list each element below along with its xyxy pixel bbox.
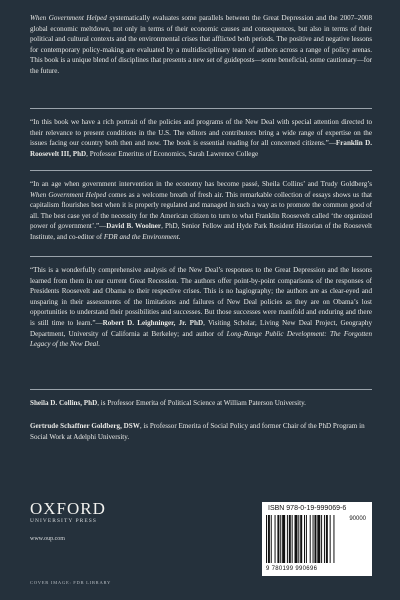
blurb-3-affiliation-title: Long-Range Public Development: The Forgotten Legacy of the New Deal bbox=[30, 329, 372, 349]
bio-2-name: Gertrude Schaffner Goldberg, DSW bbox=[30, 422, 140, 430]
blurb-2-author: David B. Woolner bbox=[106, 222, 162, 231]
blurb-3-affiliation-a: , Visiting Scholar, Living New Deal Project, Geography Department, University of California at Berkeley; and author of bbox=[30, 318, 372, 338]
publisher-logo bbox=[30, 500, 106, 524]
publisher-sub: UNIVERSITY PRESS bbox=[30, 518, 97, 524]
intro-paragraph bbox=[30, 13, 372, 77]
bio-2-text: , is Professor Emerita of Social Policy and former Chair of the PhD Program in Social Work at Adelphi University. bbox=[30, 422, 365, 441]
bio-1-name: Sheila D. Collins, PhD bbox=[30, 399, 98, 407]
blurb-3-affiliation-b: . bbox=[98, 340, 100, 349]
blurb-3 bbox=[30, 265, 372, 350]
blurb-1-text: “In this book we have a rich portrait of the policies and programs of the New Deal with special attention directed to their relevance to present conditions in the U.S. The editors and contributors bring a wide range of expertise on the issues facing our country both then and now. The book is essential reading for all concerned citizens.”— bbox=[30, 118, 372, 148]
blurb-2 bbox=[30, 179, 372, 243]
blurb-2-text-a: “In an age when government intervention in the economy has become passé, Sheila Collins’ and Trudy Goldberg’s bbox=[30, 180, 372, 188]
bio-1-text: , is Professor Emerita of Political Science at William Paterson University. bbox=[97, 399, 306, 407]
divider-3 bbox=[30, 256, 372, 257]
cover-credit: COVER IMAGE: FDR LIBRARY bbox=[30, 580, 111, 585]
blurb-2-affiliation-a: , PhD, Senior Fellow and Hyde Park Resident Historian of the Roosevelt Institute, and co-editor of bbox=[30, 222, 372, 241]
divider-2 bbox=[30, 170, 372, 171]
publisher-url[interactable]: www.oup.com bbox=[30, 536, 65, 542]
bio-1 bbox=[30, 398, 372, 409]
blurb-3-author: Robert D. Leighninger, Jr. PhD bbox=[102, 318, 204, 327]
blurb-1-affiliation: , Professor Emeritus of Economics, Sarah Lawrence College bbox=[86, 149, 259, 158]
bio-2 bbox=[30, 421, 372, 442]
blurb-2-affiliation-b: . bbox=[178, 232, 181, 241]
barcode-panel bbox=[262, 502, 372, 576]
ean-digits: 9 780199 990696 bbox=[266, 566, 318, 572]
blurb-3-text: “This is a wonderfully comprehensive analysis of the New Deal’s responses to the Great Depression and the lessons learned from them in our current Great Recession. The authors offer point-by-point comparisons of the responses of Presidents Roosevelt and Obama to their respective crises. This is no hagiography; the authors are as clear-eyed and unsparing in their assessments of the limitations and failures of New Deal policies as they are on Obama’s lost opportunities to understand their possibilities and successes. But those successes were manifold and enduring and there is still time to learn.”— bbox=[30, 266, 372, 327]
price-code: 90000 bbox=[349, 516, 366, 522]
blurb-1-author: Franklin D. Roosevelt III, PhD bbox=[30, 139, 372, 158]
barcode-icon bbox=[266, 515, 344, 565]
blurb-2-text-b: comes as a welcome breath of fresh air. This remarkable collection of essays shows us that capitalism flourishes best when it is properly regulated and managed in such a way as to promote the common good of all. The best case yet of the necessity for the American citizen to turn to what Franklin Roosevelt called ‘the organized power of government’.”— bbox=[30, 190, 372, 231]
divider-1 bbox=[30, 108, 372, 109]
intro-book-title: When Government Helped bbox=[30, 14, 107, 22]
divider-4 bbox=[30, 389, 372, 390]
isbn-text: ISBN 978-0-19-999069-6 bbox=[268, 505, 347, 512]
blurb-2-book-title: When Government Helped bbox=[30, 190, 107, 199]
blurb-1 bbox=[30, 117, 372, 159]
intro-text: systematically evaluates some parallels between the Great Depression and the 2007–2008 global economic meltdown, not only in terms of their economic causes and consequences, but also in terms of their political and cultural contexts and the environmental crises that afflicted both periods. The positive and negative lessons for contemporary policy-making are evaluated by a multidisciplinary team of authors across a range of policy arenas. This book is a unique blend of disciplines that presents a new set of guideposts—some beneficial, some cautionary—for the future. bbox=[30, 14, 372, 75]
blurb-2-affiliation-title: FDR and the Environment bbox=[103, 232, 179, 241]
publisher-name: OXFORD bbox=[30, 499, 106, 518]
